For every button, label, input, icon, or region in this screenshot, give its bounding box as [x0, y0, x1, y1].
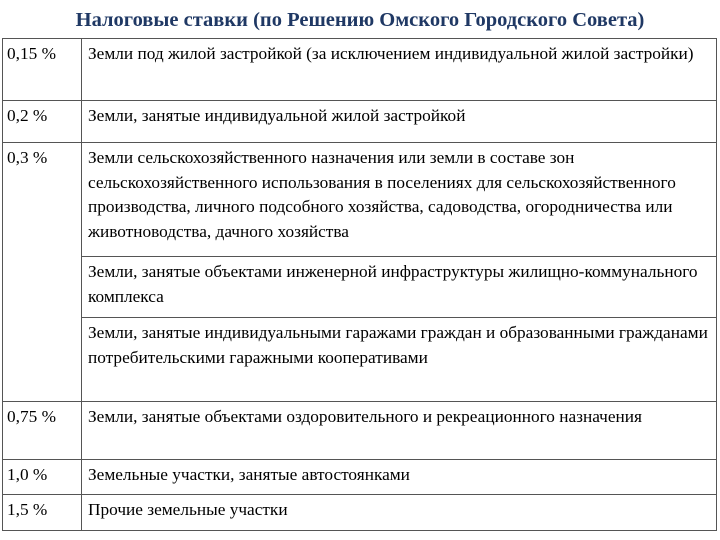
rate-cell: 0,15 % [3, 39, 82, 101]
rate-cell: 0,75 % [3, 402, 82, 460]
table-row [3, 39, 717, 101]
land-category-cell: Земли сельскохозяйственного назначения или земли в составе зон сельскохозяйственного использования в поселениях для сельскохозяйственного производства, личного подсобного хозяйства, садоводства, огородничества или животноводства, дачного хозяйства [82, 143, 717, 257]
land-category-cell: Земли, занятые индивидуальными гаражами граждан и образованными гражданами потребительскими гаражными кооперативами [82, 318, 717, 402]
table-row [3, 318, 717, 402]
land-category-cell: Земли, занятые объектами оздоровительного и рекреационного назначения [82, 402, 717, 460]
land-category-cell: Земельные участки, занятые автостоянками [82, 460, 717, 495]
table-row [3, 143, 717, 257]
land-category-cell: Земли под жилой застройкой (за исключением индивидуальной жилой застройки) [82, 39, 717, 101]
rate-cell: 1,0 % [3, 460, 82, 495]
table-row [3, 257, 717, 318]
rate-cell: 1,5 % [3, 495, 82, 531]
table-row [3, 101, 717, 143]
page-title: Налоговые ставки (по Решению Омского Городского Совета) [75, 9, 645, 31]
rate-cell: 0,3 % [3, 143, 82, 402]
land-category-cell: Земли, занятые индивидуальной жилой застройкой [82, 101, 717, 143]
land-category-cell: Прочие земельные участки [82, 495, 717, 531]
land-category-cell: Земли, занятые объектами инженерной инфраструктуры жилищно-коммунального комплекса [82, 257, 717, 318]
table-row [3, 495, 717, 531]
table-row [3, 402, 717, 460]
rate-cell: 0,2 % [3, 101, 82, 143]
table-row [3, 460, 717, 495]
tax-rates-table [2, 38, 717, 531]
